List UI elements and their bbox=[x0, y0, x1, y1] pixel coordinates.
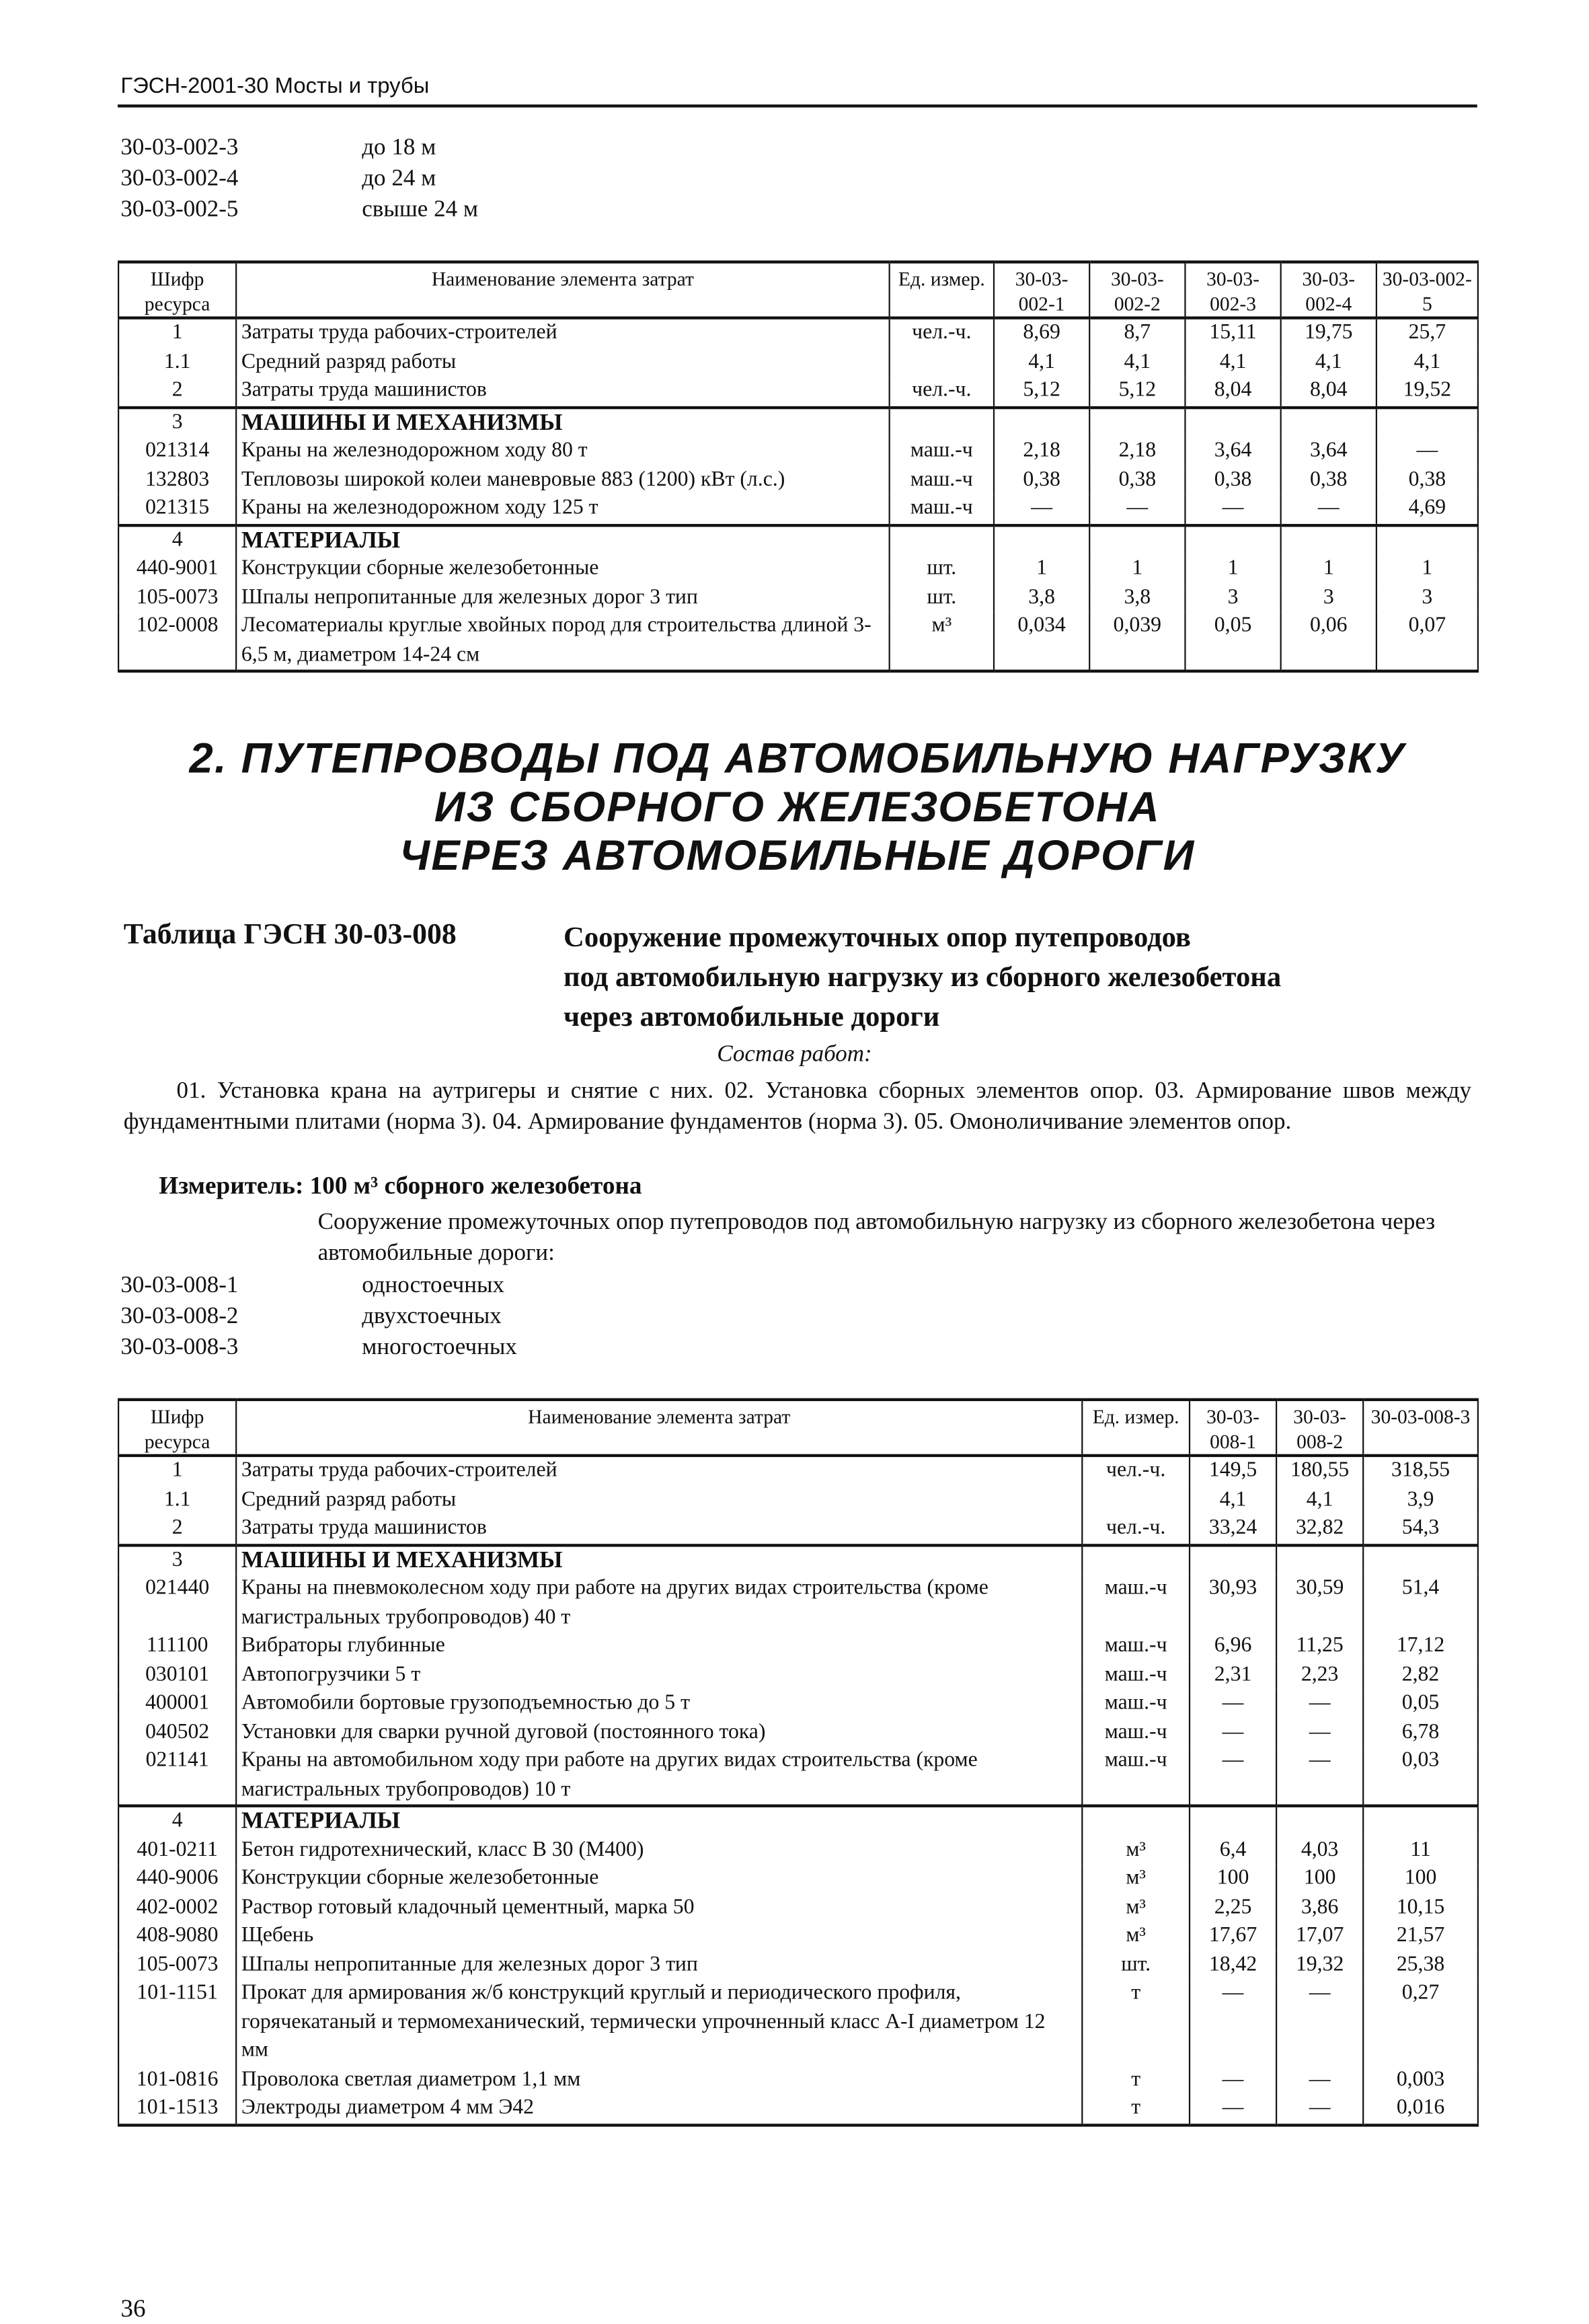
resource-name: Шпалы непропитанные для железных дорог 3 тип bbox=[236, 1951, 1082, 1980]
unit: чел.-ч. bbox=[890, 318, 994, 348]
value-cell: 149,5 bbox=[1190, 1456, 1276, 1486]
table-name-line: Сооружение промежуточных опор путепроводов bbox=[564, 922, 1191, 954]
resource-name: МАШИНЫ И МЕХАНИЗМЫ bbox=[236, 1544, 1082, 1575]
resource-name: Тепловозы широкой колеи маневровые 883 (1200) кВт (л.с.) bbox=[236, 466, 889, 495]
value-cell bbox=[1377, 525, 1478, 555]
resource-code: 2 bbox=[118, 1514, 236, 1544]
value-cell: 3,8 bbox=[1089, 584, 1185, 613]
table-row bbox=[118, 1747, 1478, 1806]
table-row bbox=[118, 1718, 1478, 1747]
code-label: до 18 м bbox=[362, 135, 436, 161]
value-cell: 0,03 bbox=[1363, 1747, 1478, 1806]
value-cell: — bbox=[1276, 1690, 1363, 1719]
value-cell: 3,8 bbox=[994, 584, 1089, 613]
resource-name: Краны на железнодорожном ходу 80 т bbox=[236, 437, 889, 466]
resource-name: Затраты труда рабочих-строителей bbox=[236, 1456, 1082, 1486]
value-cell: 25,7 bbox=[1377, 318, 1478, 348]
resource-code: 1.1 bbox=[118, 348, 236, 377]
value-cell: 30,93 bbox=[1190, 1575, 1276, 1632]
value-cell: 1 bbox=[994, 555, 1089, 584]
section-row bbox=[118, 1806, 1478, 1836]
resource-code: 105-0073 bbox=[118, 1951, 236, 1980]
unit bbox=[890, 407, 994, 437]
unit: шт. bbox=[1082, 1951, 1190, 1980]
value-cell: 100 bbox=[1190, 1865, 1276, 1894]
value-cell: 1 bbox=[1089, 555, 1185, 584]
value-cell: 0,27 bbox=[1363, 1980, 1478, 2066]
section-title-line: ЧЕРЕЗ АВТОМОБИЛЬНЫЕ ДОРОГИ bbox=[399, 833, 1196, 880]
value-cell bbox=[1185, 525, 1280, 555]
unit: м³ bbox=[1082, 1894, 1190, 1922]
column-header: 30-03-002-2 bbox=[1089, 262, 1185, 317]
resource-name: Раствор готовый кладочный цементный, марка 50 bbox=[236, 1894, 1082, 1922]
value-cell: 0,38 bbox=[1185, 466, 1280, 495]
unit: маш.-ч bbox=[1082, 1690, 1190, 1719]
value-cell: 54,3 bbox=[1363, 1514, 1478, 1544]
value-cell: — bbox=[1190, 1980, 1276, 2066]
table-row bbox=[118, 1951, 1478, 1980]
value-cell bbox=[1281, 407, 1377, 437]
section-title bbox=[118, 736, 1477, 882]
table-label: Таблица ГЭСН 30-03-008 bbox=[123, 918, 457, 951]
unit bbox=[1082, 1544, 1190, 1575]
value-cell: 4,1 bbox=[1377, 348, 1478, 377]
value-cell: 32,82 bbox=[1276, 1514, 1363, 1544]
value-cell bbox=[1281, 525, 1377, 555]
column-header: Наименование элемента затрат bbox=[236, 262, 889, 317]
unit: т bbox=[1082, 1980, 1190, 2066]
resource-code: 021440 bbox=[118, 1575, 236, 1632]
value-cell: 51,4 bbox=[1363, 1575, 1478, 1632]
value-cell: 2,18 bbox=[994, 437, 1089, 466]
resource-name: МАТЕРИАЛЫ bbox=[236, 1806, 1082, 1836]
unit: шт. bbox=[890, 584, 994, 613]
value-cell: 0,016 bbox=[1363, 2095, 1478, 2125]
code-label: двухстоечных bbox=[362, 1304, 502, 1329]
table-row bbox=[118, 1690, 1478, 1719]
value-cell: 180,55 bbox=[1276, 1456, 1363, 1486]
table-row bbox=[118, 612, 1478, 671]
table-description: Сооружение промежуточных опор путепроводов под автомобильную нагрузку из сборного железобетона через автомобильные дороги: bbox=[317, 1209, 1436, 1266]
section-title-line: 2. ПУТЕПРОВОДЫ ПОД АВТОМОБИЛЬНУЮ НАГРУЗКУ bbox=[189, 736, 1406, 784]
value-cell: 8,69 bbox=[994, 318, 1089, 348]
resource-name: Краны на пневмоколесном ходу при работе на других видах строительства (кроме магистральных трубопроводов) 40 т bbox=[236, 1575, 1082, 1632]
section-row bbox=[118, 407, 1478, 437]
column-header: 30-03-002-3 bbox=[1185, 262, 1280, 317]
code-item bbox=[120, 133, 478, 163]
value-cell: 8,7 bbox=[1089, 318, 1185, 348]
value-cell: 11,25 bbox=[1276, 1632, 1363, 1661]
value-cell: 4,1 bbox=[1281, 348, 1377, 377]
table-row bbox=[118, 1486, 1478, 1515]
resource-name: Установки для сварки ручной дуговой (постоянного тока) bbox=[236, 1718, 1082, 1747]
code-label: до 24 м bbox=[362, 166, 436, 192]
value-cell: 0,05 bbox=[1185, 612, 1280, 671]
resource-name: Проволока светлая диаметром 1,1 мм bbox=[236, 2066, 1082, 2095]
unit: шт. bbox=[890, 555, 994, 584]
value-cell: 0,003 bbox=[1363, 2066, 1478, 2095]
value-cell bbox=[1377, 407, 1478, 437]
unit: маш.-ч bbox=[890, 466, 994, 495]
resource-name: Автопогрузчики 5 т bbox=[236, 1661, 1082, 1690]
value-cell: 4,69 bbox=[1377, 494, 1478, 525]
value-cell: 33,24 bbox=[1190, 1514, 1276, 1544]
code-item bbox=[120, 1332, 516, 1363]
unit: маш.-ч bbox=[1082, 1661, 1190, 1690]
resource-name: МАТЕРИАЛЫ bbox=[236, 525, 889, 555]
value-cell bbox=[1190, 1806, 1276, 1836]
resource-name: Средний разряд работы bbox=[236, 1486, 1082, 1515]
resource-name: Прокат для армирования ж/б конструкций круглый и периодического профиля, горячекатаный и термомеханический, термически упрочненный класс А-I диаметром 12 мм bbox=[236, 1980, 1082, 2066]
value-cell: 15,11 bbox=[1185, 318, 1280, 348]
value-cell: 11 bbox=[1363, 1836, 1478, 1865]
value-cell: 4,1 bbox=[1276, 1486, 1363, 1515]
header-rule bbox=[118, 104, 1477, 106]
value-cell: 0,05 bbox=[1363, 1690, 1478, 1719]
unit: м³ bbox=[1082, 1922, 1190, 1951]
resource-code: 3 bbox=[118, 1544, 236, 1575]
value-cell: 17,12 bbox=[1363, 1632, 1478, 1661]
unit: маш.-ч bbox=[1082, 1632, 1190, 1661]
resource-code: 021315 bbox=[118, 494, 236, 525]
unit: маш.-ч bbox=[1082, 1718, 1190, 1747]
value-cell: 2,82 bbox=[1363, 1661, 1478, 1690]
unit: м³ bbox=[1082, 1865, 1190, 1894]
unit: м³ bbox=[1082, 1836, 1190, 1865]
value-cell bbox=[1276, 1806, 1363, 1836]
unit: т bbox=[1082, 2066, 1190, 2095]
code: 30-03-002-4 bbox=[120, 166, 239, 192]
resource-name: Затраты труда машинистов bbox=[236, 377, 889, 407]
table-row bbox=[118, 437, 1478, 466]
resource-code: 021314 bbox=[118, 437, 236, 466]
value-cell: 0,38 bbox=[994, 466, 1089, 495]
resource-code: 1.1 bbox=[118, 1486, 236, 1515]
value-cell: — bbox=[1190, 2095, 1276, 2125]
value-cell: 0,07 bbox=[1377, 612, 1478, 671]
unit: м³ bbox=[890, 612, 994, 671]
value-cell: 5,12 bbox=[994, 377, 1089, 407]
table-row bbox=[118, 1456, 1478, 1486]
value-cell: 100 bbox=[1276, 1865, 1363, 1894]
resource-name: Конструкции сборные железобетонные bbox=[236, 555, 889, 584]
value-cell: 25,38 bbox=[1363, 1951, 1478, 1980]
value-cell: 6,96 bbox=[1190, 1632, 1276, 1661]
table-name-line: под автомобильную нагрузку из сборного железобетона bbox=[564, 962, 1282, 994]
value-cell: — bbox=[1190, 2066, 1276, 2095]
resource-table-2 bbox=[118, 1398, 1479, 2126]
work-composition-text: 01. Установка крана на аутригеры и снятие с них. 02. Установка сборных элементов опор. 03. Армирование швов между фундаментными плитами (норма 3). 04. Армирование фундаментов (норма 3). 05. Омоноличивание элементов опор. bbox=[123, 1078, 1471, 1135]
table-header-row bbox=[118, 262, 1478, 317]
resource-name: Затраты труда рабочих-строителей bbox=[236, 318, 889, 348]
resource-code: 3 bbox=[118, 407, 236, 437]
value-cell: 1 bbox=[1377, 555, 1478, 584]
value-cell: — bbox=[1276, 1747, 1363, 1806]
value-cell: 4,1 bbox=[1190, 1486, 1276, 1515]
resource-code: 4 bbox=[118, 525, 236, 555]
table-row bbox=[118, 555, 1478, 584]
resource-name: МАШИНЫ И МЕХАНИЗМЫ bbox=[236, 407, 889, 437]
column-header: 30-03-002-1 bbox=[994, 262, 1089, 317]
value-cell: 2,18 bbox=[1089, 437, 1185, 466]
value-cell: 4,1 bbox=[1185, 348, 1280, 377]
value-cell: 5,12 bbox=[1089, 377, 1185, 407]
resource-code: 440-9006 bbox=[118, 1865, 236, 1894]
value-cell bbox=[1276, 1544, 1363, 1575]
value-cell bbox=[994, 525, 1089, 555]
column-header: 30-03-002-5 bbox=[1377, 262, 1478, 317]
value-cell: — bbox=[994, 494, 1089, 525]
table-row bbox=[118, 1575, 1478, 1632]
value-cell: 0,039 bbox=[1089, 612, 1185, 671]
code: 30-03-002-3 bbox=[120, 135, 239, 161]
table-row bbox=[118, 466, 1478, 495]
column-header: 30-03-008-2 bbox=[1276, 1400, 1363, 1456]
table-row bbox=[118, 584, 1478, 613]
value-cell: 100 bbox=[1363, 1865, 1478, 1894]
unit: маш.-ч bbox=[890, 494, 994, 525]
value-cell: 1 bbox=[1185, 555, 1280, 584]
value-cell: 4,03 bbox=[1276, 1836, 1363, 1865]
value-cell: 8,04 bbox=[1281, 377, 1377, 407]
value-cell: — bbox=[1281, 494, 1377, 525]
unit bbox=[890, 348, 994, 377]
table-row bbox=[118, 348, 1478, 377]
value-cell: 19,75 bbox=[1281, 318, 1377, 348]
table-name bbox=[564, 918, 1281, 1037]
value-cell: — bbox=[1276, 1980, 1363, 2066]
value-cell bbox=[1190, 1544, 1276, 1575]
resource-name: Шпалы непропитанные для железных дорог 3 тип bbox=[236, 584, 889, 613]
table-row bbox=[118, 1632, 1478, 1661]
value-cell bbox=[1185, 407, 1280, 437]
value-cell: — bbox=[1185, 494, 1280, 525]
unit bbox=[1082, 1806, 1190, 1836]
value-cell: 10,15 bbox=[1363, 1894, 1478, 1922]
table-row bbox=[118, 2095, 1478, 2125]
value-cell: — bbox=[1276, 2095, 1363, 2125]
code-item bbox=[120, 1301, 516, 1332]
value-cell: 318,55 bbox=[1363, 1456, 1478, 1486]
value-cell: 4,1 bbox=[1089, 348, 1185, 377]
value-cell: 30,59 bbox=[1276, 1575, 1363, 1632]
measure-unit: Измеритель: 100 м³ сборного железобетона bbox=[159, 1171, 642, 1200]
codes-list-2 bbox=[120, 1270, 516, 1363]
value-cell: 17,07 bbox=[1276, 1922, 1363, 1951]
value-cell: 4,1 bbox=[994, 348, 1089, 377]
table-row bbox=[118, 318, 1478, 348]
resource-code: 040502 bbox=[118, 1718, 236, 1747]
value-cell: — bbox=[1276, 2066, 1363, 2095]
value-cell: — bbox=[1190, 1690, 1276, 1719]
value-cell: 21,57 bbox=[1363, 1922, 1478, 1951]
resource-code: 102-0008 bbox=[118, 612, 236, 671]
resource-code: 1 bbox=[118, 1456, 236, 1486]
unit: маш.-ч bbox=[1082, 1575, 1190, 1632]
resource-name: Затраты труда машинистов bbox=[236, 1514, 1082, 1544]
code-label: свыше 24 м bbox=[362, 197, 478, 223]
column-header: 30-03-002-4 bbox=[1281, 262, 1377, 317]
running-header: ГЭСН-2001-30 Мосты и трубы bbox=[120, 73, 430, 99]
value-cell: 0,38 bbox=[1281, 466, 1377, 495]
resource-code: 111100 bbox=[118, 1632, 236, 1661]
work-composition-label: Состав работ: bbox=[717, 1042, 872, 1067]
table-row bbox=[118, 2066, 1478, 2095]
column-header: 30-03-008-3 bbox=[1363, 1400, 1478, 1456]
column-header: Ед. измер. bbox=[890, 262, 994, 317]
value-cell: — bbox=[1089, 494, 1185, 525]
code: 30-03-008-2 bbox=[120, 1304, 239, 1329]
section-row bbox=[118, 1544, 1478, 1575]
resource-name: Лесоматериалы круглые хвойных пород для строительства длиной 3-6,5 м, диаметром 14-24 см bbox=[236, 612, 889, 671]
codes-top-list bbox=[120, 133, 478, 225]
resource-name: Автомобили бортовые грузоподъемностью до 5 т bbox=[236, 1690, 1082, 1719]
table-row bbox=[118, 494, 1478, 525]
value-cell: 1 bbox=[1281, 555, 1377, 584]
value-cell: 0,034 bbox=[994, 612, 1089, 671]
unit bbox=[1082, 1486, 1190, 1515]
code-label: многостоечных bbox=[362, 1335, 517, 1360]
value-cell: — bbox=[1276, 1718, 1363, 1747]
resource-code: 101-1151 bbox=[118, 1980, 236, 2066]
resource-table-1 bbox=[118, 260, 1479, 673]
unit: чел.-ч. bbox=[1082, 1514, 1190, 1544]
code-label: одностоечных bbox=[362, 1273, 505, 1298]
value-cell: 17,67 bbox=[1190, 1922, 1276, 1951]
resource-code: 030101 bbox=[118, 1661, 236, 1690]
value-cell: — bbox=[1190, 1718, 1276, 1747]
resource-code: 400001 bbox=[118, 1690, 236, 1719]
value-cell: 3 bbox=[1185, 584, 1280, 613]
value-cell: 3 bbox=[1377, 584, 1478, 613]
unit: чел.-ч. bbox=[890, 377, 994, 407]
resource-code: 1 bbox=[118, 318, 236, 348]
resource-code: 440-9001 bbox=[118, 555, 236, 584]
column-header: Шифр ресурса bbox=[118, 262, 236, 317]
resource-name: Щебень bbox=[236, 1922, 1082, 1951]
unit bbox=[890, 525, 994, 555]
code-item bbox=[120, 1270, 516, 1301]
table-row bbox=[118, 1980, 1478, 2066]
value-cell: — bbox=[1377, 437, 1478, 466]
unit: чел.-ч. bbox=[1082, 1456, 1190, 1486]
value-cell bbox=[994, 407, 1089, 437]
resource-code: 4 bbox=[118, 1806, 236, 1836]
resource-code: 101-1513 bbox=[118, 2095, 236, 2125]
value-cell: — bbox=[1190, 1747, 1276, 1806]
unit: маш.-ч bbox=[890, 437, 994, 466]
code-item bbox=[120, 163, 478, 194]
table-row bbox=[118, 1922, 1478, 1951]
page-number: 36 bbox=[120, 2294, 146, 2323]
value-cell: 0,38 bbox=[1377, 466, 1478, 495]
column-header: Наименование элемента затрат bbox=[236, 1400, 1082, 1456]
value-cell: 3,64 bbox=[1185, 437, 1280, 466]
value-cell: 0,38 bbox=[1089, 466, 1185, 495]
section-row bbox=[118, 525, 1478, 555]
section-title-line: ИЗ СБОРНОГО ЖЕЛЕЗОБЕТОНА bbox=[434, 784, 1161, 832]
resource-code: 2 bbox=[118, 377, 236, 407]
resource-name: Краны на автомобильном ходу при работе на других видах строительства (кроме магистральных трубопроводов) 10 т bbox=[236, 1747, 1082, 1806]
resource-code: 105-0073 bbox=[118, 584, 236, 613]
table-header-row bbox=[118, 1400, 1478, 1456]
value-cell: 2,23 bbox=[1276, 1661, 1363, 1690]
resource-name: Электроды диаметром 4 мм Э42 bbox=[236, 2095, 1082, 2125]
resource-name: Краны на железнодорожном ходу 125 т bbox=[236, 494, 889, 525]
unit: маш.-ч bbox=[1082, 1747, 1190, 1806]
value-cell: 19,32 bbox=[1276, 1951, 1363, 1980]
value-cell: 18,42 bbox=[1190, 1951, 1276, 1980]
value-cell bbox=[1089, 407, 1185, 437]
resource-name: Бетон гидротехнический, класс В 30 (М400) bbox=[236, 1836, 1082, 1865]
resource-name: Конструкции сборные железобетонные bbox=[236, 1865, 1082, 1894]
value-cell: 0,06 bbox=[1281, 612, 1377, 671]
table-row bbox=[118, 1514, 1478, 1544]
value-cell: 3 bbox=[1281, 584, 1377, 613]
table-row bbox=[118, 1894, 1478, 1922]
value-cell: 19,52 bbox=[1377, 377, 1478, 407]
resource-code: 401-0211 bbox=[118, 1836, 236, 1865]
column-header: Ед. измер. bbox=[1082, 1400, 1190, 1456]
value-cell bbox=[1363, 1544, 1478, 1575]
value-cell: 3,64 bbox=[1281, 437, 1377, 466]
value-cell: 8,04 bbox=[1185, 377, 1280, 407]
value-cell bbox=[1089, 525, 1185, 555]
value-cell: 3,9 bbox=[1363, 1486, 1478, 1515]
value-cell: 2,25 bbox=[1190, 1894, 1276, 1922]
resource-code: 132803 bbox=[118, 466, 236, 495]
value-cell: 6,4 bbox=[1190, 1836, 1276, 1865]
resource-name: Средний разряд работы bbox=[236, 348, 889, 377]
table-row bbox=[118, 377, 1478, 407]
code: 30-03-002-5 bbox=[120, 197, 239, 223]
resource-code: 402-0002 bbox=[118, 1894, 236, 1922]
resource-code: 021141 bbox=[118, 1747, 236, 1806]
value-cell bbox=[1363, 1806, 1478, 1836]
value-cell: 3,86 bbox=[1276, 1894, 1363, 1922]
column-header: Шифр ресурса bbox=[118, 1400, 236, 1456]
resource-code: 408-9080 bbox=[118, 1922, 236, 1951]
table-row bbox=[118, 1661, 1478, 1690]
unit: т bbox=[1082, 2095, 1190, 2125]
table-row bbox=[118, 1836, 1478, 1865]
column-header: 30-03-008-1 bbox=[1190, 1400, 1276, 1456]
table-name-line: через автомобильные дороги bbox=[564, 1002, 940, 1033]
table-row bbox=[118, 1865, 1478, 1894]
code: 30-03-008-3 bbox=[120, 1335, 239, 1360]
resource-name: Вибраторы глубинные bbox=[236, 1632, 1082, 1661]
value-cell: 2,31 bbox=[1190, 1661, 1276, 1690]
value-cell: 6,78 bbox=[1363, 1718, 1478, 1747]
code: 30-03-008-1 bbox=[120, 1273, 239, 1298]
resource-code: 101-0816 bbox=[118, 2066, 236, 2095]
code-item bbox=[120, 194, 478, 225]
